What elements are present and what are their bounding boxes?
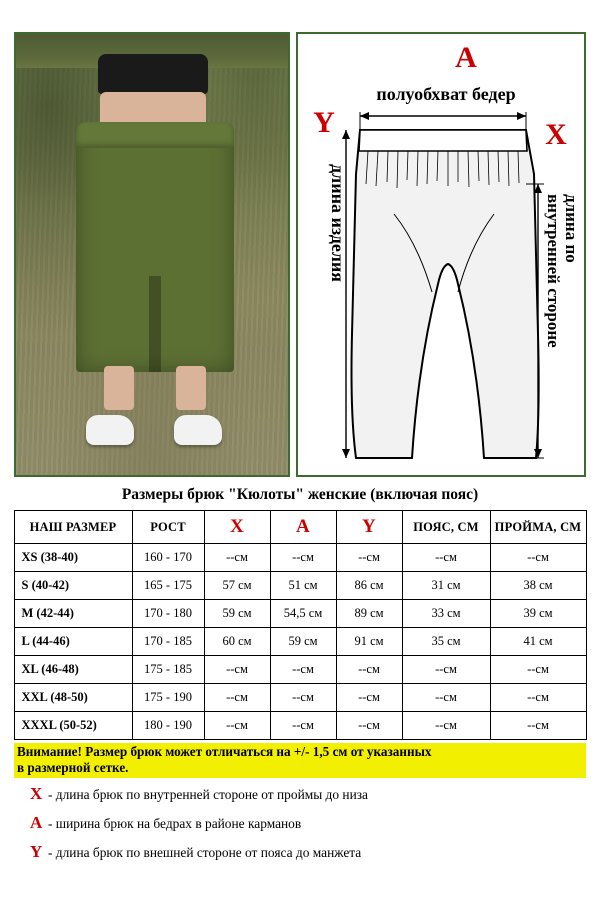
cell-x: --см <box>204 684 270 712</box>
cell-a: --см <box>270 544 336 572</box>
cell-height: 160 - 170 <box>132 544 204 572</box>
cell-armhole: --см <box>490 544 586 572</box>
cell-height: 175 - 185 <box>132 656 204 684</box>
cell-height: 170 - 180 <box>132 600 204 628</box>
cell-armhole: --см <box>490 656 586 684</box>
green-culottes <box>76 122 234 372</box>
cell-size: XXL (48-50) <box>14 684 132 712</box>
cell-y: --см <box>336 544 402 572</box>
table-row <box>14 572 586 600</box>
svg-text:Y: Y <box>313 106 335 139</box>
cell-a: --см <box>270 684 336 712</box>
cell-y: --см <box>336 656 402 684</box>
cell-waist: --см <box>402 684 490 712</box>
svg-text:A: A <box>455 41 477 74</box>
table-row <box>14 656 586 684</box>
cell-waist: --см <box>402 712 490 740</box>
cell-y: 91 см <box>336 628 402 656</box>
table-row <box>14 712 586 740</box>
cell-a: 59 см <box>270 628 336 656</box>
cell-armhole: 38 см <box>490 572 586 600</box>
left-sneaker <box>86 415 134 445</box>
cell-x: 57 см <box>204 572 270 600</box>
cell-height: 180 - 190 <box>132 712 204 740</box>
legend-text-y: - длина брюк по внешней стороне от пояса до манжета <box>48 845 362 860</box>
legend-item-y <box>14 842 586 862</box>
right-sneaker <box>174 415 222 445</box>
cell-y: --см <box>336 712 402 740</box>
cell-size: XL (46-48) <box>14 656 132 684</box>
legend-item-x <box>14 784 586 804</box>
model-left-ankle <box>104 366 134 410</box>
cell-size: S (40-42) <box>14 572 132 600</box>
cell-waist: 35 см <box>402 628 490 656</box>
cell-a: --см <box>270 712 336 740</box>
table-header-row <box>14 511 586 544</box>
cell-waist: 31 см <box>402 572 490 600</box>
cell-x: 59 см <box>204 600 270 628</box>
header-our-size: НАШ РАЗМЕР <box>14 511 132 544</box>
header-waist: ПОЯС, СМ <box>402 511 490 544</box>
table-row <box>14 628 586 656</box>
legend-letter-y: Y <box>30 842 43 861</box>
legend-letter-a: A <box>30 813 43 832</box>
warning-banner <box>14 743 586 778</box>
warning-line-2: в размерной сетке. <box>17 760 129 775</box>
svg-text:длина изделия: длина изделия <box>328 164 348 283</box>
cell-armhole: 39 см <box>490 600 586 628</box>
svg-text:X: X <box>545 118 567 151</box>
cell-x: --см <box>204 544 270 572</box>
size-table <box>14 510 587 740</box>
header-a: A <box>270 511 336 544</box>
legend-letter-x: X <box>30 784 43 803</box>
cell-y: --см <box>336 684 402 712</box>
table-row <box>14 600 586 628</box>
cell-size: M (42-44) <box>14 600 132 628</box>
cell-size: L (44-46) <box>14 628 132 656</box>
cell-armhole: --см <box>490 684 586 712</box>
svg-text:полуобхват бедер: полуобхват бедер <box>376 84 516 104</box>
header-x: X <box>204 511 270 544</box>
cell-waist: 33 см <box>402 600 490 628</box>
model-crop-top <box>98 54 208 94</box>
svg-text:внутренней стороне: внутренней стороне <box>544 194 563 348</box>
cell-size: XS (38-40) <box>14 544 132 572</box>
cell-a: 51 см <box>270 572 336 600</box>
product-photo <box>14 32 290 477</box>
table-row <box>14 544 586 572</box>
cell-armhole: --см <box>490 712 586 740</box>
legend-item-a <box>14 813 586 833</box>
legend-text-x: - длина брюк по внутренней стороне от проймы до низа <box>48 787 368 802</box>
cell-waist: --см <box>402 656 490 684</box>
cell-armhole: 41 см <box>490 628 586 656</box>
cell-x: --см <box>204 656 270 684</box>
table-title: Размеры брюк "Кюлоты" женские (включая пояс) <box>121 486 479 503</box>
cell-a: --см <box>270 656 336 684</box>
model-right-ankle <box>176 366 206 410</box>
measurement-diagram <box>296 32 586 477</box>
svg-text:длина по: длина по <box>562 194 581 263</box>
cell-size: XXXL (50-52) <box>14 712 132 740</box>
cell-height: 165 - 175 <box>132 572 204 600</box>
cell-y: 86 см <box>336 572 402 600</box>
header-height: РОСТ <box>132 511 204 544</box>
cell-a: 54,5 см <box>270 600 336 628</box>
cell-y: 89 см <box>336 600 402 628</box>
legend <box>14 784 586 862</box>
header-y: Y <box>336 511 402 544</box>
warning-line-1: Внимание! Размер брюк может отличаться на +/- 1,5 см от указанных <box>17 744 432 759</box>
table-row <box>14 684 586 712</box>
cell-x: --см <box>204 712 270 740</box>
cell-x: 60 см <box>204 628 270 656</box>
legend-text-a: - ширина брюк на бедрах в районе карманов <box>48 816 302 831</box>
cell-waist: --см <box>402 544 490 572</box>
cell-height: 170 - 185 <box>132 628 204 656</box>
cell-height: 175 - 190 <box>132 684 204 712</box>
header-armhole: ПРОЙМА, СМ <box>490 511 586 544</box>
